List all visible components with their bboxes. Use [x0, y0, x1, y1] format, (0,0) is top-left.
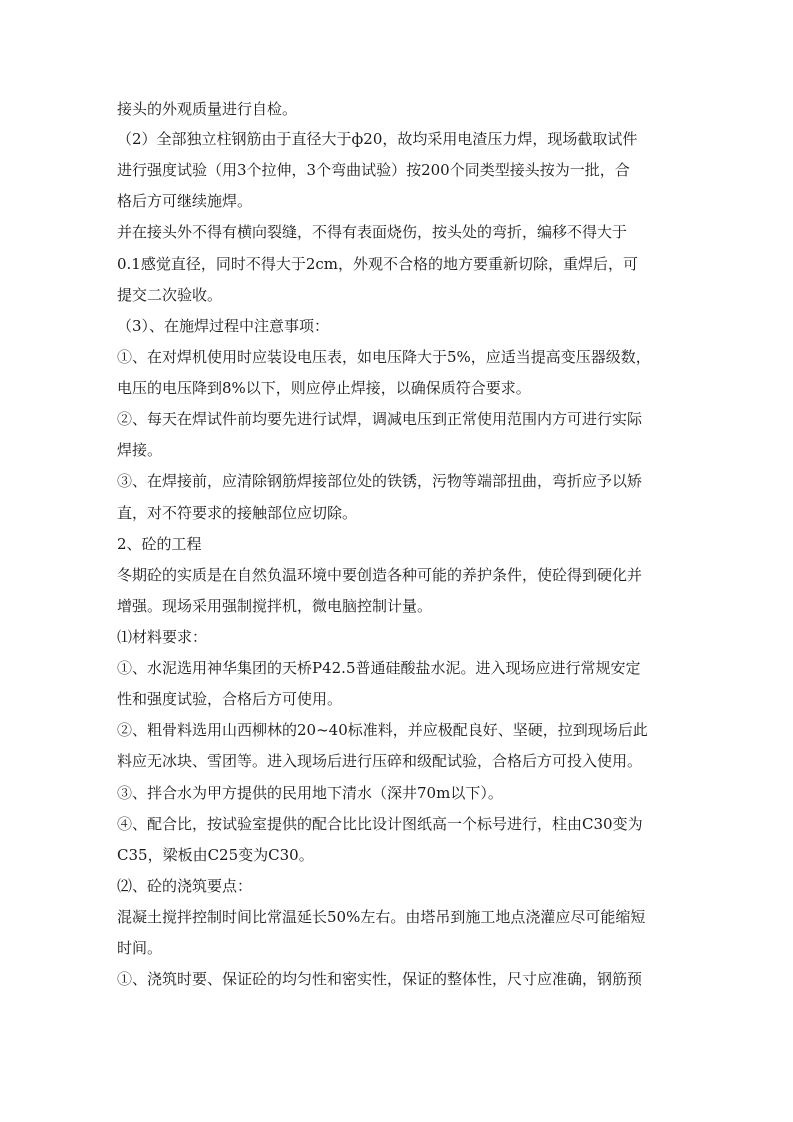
subheading-pouring: ⑵、砼的浇筑要点： — [117, 877, 253, 895]
text-line-10: 电压的电压降到8%以下，则应停止焊接，以确保质符合要求。 — [117, 379, 531, 397]
text-line-5: 并在接头外不得有横向裂缝，不得有表面烧伤，按头处的弯折，编移不得大于 — [117, 223, 628, 241]
text-line-28: 时间。 — [117, 939, 163, 957]
text-line-23: ③、拌合水为甲方提供的民用地下清水（深井70m以下）。 — [117, 784, 503, 802]
section-heading-concrete: 2、砼的工程 — [117, 535, 202, 553]
text-line-3: 进行强度试验（用3个拉伸，3个弯曲试验）按200个同类型接头按为一批，合 — [117, 161, 630, 179]
text-line-14: 直，对不符要求的接触部位应切除。 — [117, 504, 358, 522]
text-line-12: 焊接。 — [117, 441, 163, 459]
text-line-8: （3）、在施焊过程中注意事项： — [117, 317, 330, 335]
text-line-2: （2）全部独立柱钢筋由于直径大于ф20，故均采用电渣压力焊，现场截取试件 — [117, 130, 638, 148]
text-line-1: 接头的外观质量进行自检。 — [117, 100, 298, 118]
text-line-29: ①、浇筑时要、保证砼的均匀性和密实性，保证的整体性，尺寸应准确，钢筋预 — [117, 970, 643, 988]
text-line-11: ②、每天在焊试件前均要先进行试焊，调减电压到正常使用范围内方可进行实际 — [117, 410, 643, 428]
text-line-16: 冬期砼的实质是在自然负温环境中要创造各种可能的养护条件，使砼得到硬化并 — [117, 566, 643, 584]
text-line-17: 增强。现场采用强制搅拌机，微电脑控制计量。 — [117, 597, 433, 615]
text-line-20: 性和强度试验，合格后方可使用。 — [117, 690, 343, 708]
text-line-4: 格后方可继续施焊。 — [117, 192, 253, 210]
text-line-27: 混凝土搅拌控制时间比常温延长50%左右。由塔吊到施工地点浇灌应尽可能缩短 — [117, 908, 646, 926]
subheading-material: ⑴材料要求： — [117, 628, 208, 646]
text-line-21: ②、粗骨料选用山西柳林的20~40标准料，并应极配良好、坚硬，拉到现场后此 — [117, 721, 648, 739]
text-line-24: ④、配合比，按试验室提供的配合比比设计图纸高一个标号进行，柱由C30变为 — [117, 815, 643, 833]
text-line-9: ①、在对焊机使用时应装设电压表，如电压降大于5%，应适当提高变压器级数， — [117, 348, 651, 366]
text-line-25: C35，梁板由C25变为C30。 — [117, 846, 314, 864]
text-line-19: ①、水泥选用神华集团的天桥P42.5普通硅酸盐水泥。进入现场应进行常规安定 — [117, 659, 641, 677]
text-line-22: 料应无冰块、雪团等。进入现场后进行压碎和级配试验，合格后方可投入使用。 — [117, 752, 643, 770]
text-line-7: 提交二次验收。 — [117, 286, 223, 304]
text-line-13: ③、在焊接前，应清除钢筋焊接部位处的铁锈，污物等端部扭曲，弯折应予以矫 — [117, 472, 643, 490]
text-line-6: 0.1感觉直径，同时不得大于2cm，外观不合格的地方要重新切除，重焊后，可 — [117, 255, 639, 273]
